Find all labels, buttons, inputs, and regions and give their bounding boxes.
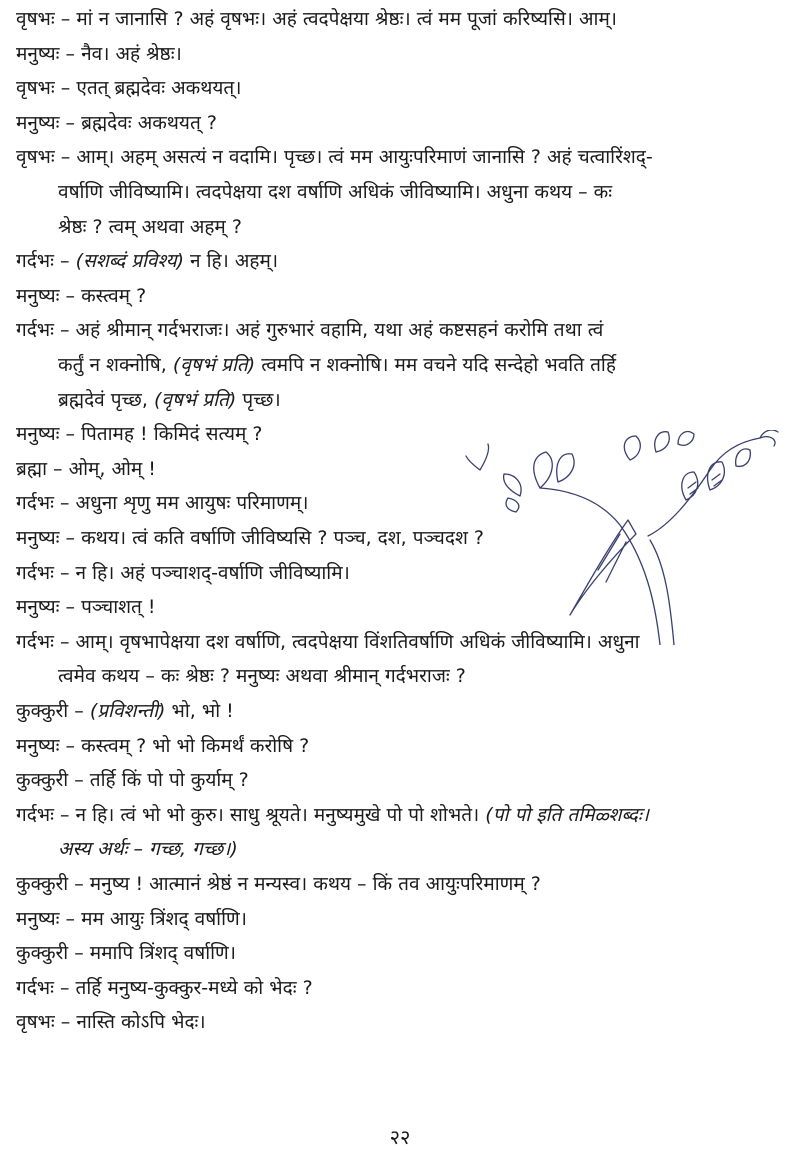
dialogue-line [16,765,249,795]
dialogue-line [16,731,309,761]
stage-direction: (प्रविशन्ती) [89,700,166,722]
dialogue-text: ब्रह्मदेवं पृच्छ, [58,388,154,411]
stage-direction: अस्य अर्थः – गच्छ, गच्छ।) [58,838,238,861]
dialogue-line [16,246,278,276]
dialogue-continuation-line [58,385,281,415]
dialogue-text: मनुष्यः – मम आयुः त्रिंशद् वर्षाणि। [16,907,247,930]
dialogue-text: वृषभः – आम्। अहम् असत्यं न वदामि। पृच्छ। त्वं मम आयुःपरिमाणं जानासि ? अहं चत्वारिंशद्- [16,146,653,169]
dialogue-line [16,4,617,34]
dialogue-text: त्वमेव कथय – कः श्रेष्ठः ? मनुष्यः अथवा श्रीमान् गर्दभराजः ? [58,665,466,688]
dialogue-text: कुक्कुरी – तर्हि किं पो पो कुर्याम् ? [16,769,249,792]
dialogue-continuation-line [58,212,242,242]
dialogue-line [16,73,241,103]
dialogue-line [16,315,603,345]
dialogue-text: पृच्छ। [236,388,281,411]
dialogue-text: गर्दभः – न हि। अहं पञ्चाशद्-वर्षाणि जीविष्यामि। [16,561,350,584]
dialogue-continuation-line [58,177,612,207]
dialogue-text: कुक्कुरी – [16,700,90,722]
dialogue-text: ब्रह्मा – ओम्, ओम् ! [16,457,156,480]
dialogue-text: वृषभः – नास्ति कोऽपि भेदः। [16,1011,206,1034]
dialogue-text: वृषभः – मां न जानासि ? अहं वृषभः। अहं त्वदपेक्षया श्रेष्ठः। त्वं मम पूजां करिष्यसि। आम्। [16,8,618,30]
dialogue-text: वर्षाणि जीविष्यामि। त्वदपेक्षया दश वर्षाणि अधिकं जीविष्यामि। अधुना कथय – कः [58,181,613,203]
dialogue-line [16,592,156,622]
dialogue-line [16,938,236,968]
dialogue-line [16,142,653,172]
dialogue-line [16,488,308,518]
dialogue-line [16,1007,206,1037]
dialogue-text: गर्दभः – तर्हि मनुष्य-कुक्कुर-मध्ये को भेदः ? [16,976,313,999]
dialogue-line [16,523,484,553]
dialogue-line [16,108,217,138]
dialogue-line [16,869,541,899]
dialogue-line [16,696,234,726]
dialogue-continuation-line [58,661,466,691]
dialogue-line [16,39,182,69]
dialogue-text: गर्दभः – अहं श्रीमान् गर्दभराजः। अहं गुरुभारं वहामि, यथा अहं कष्टसहनं करोमि तथा त्वं [16,319,604,342]
dialogue-text: मनुष्यः – ब्रह्मदेवः अकथयत् ? [16,111,217,134]
dialogue-text: गर्दभः – अधुना शृणु मम आयुषः परिमाणम्। [16,492,309,515]
dialogue-line [16,800,649,830]
dialogue-text: मनुष्यः – नैव। अहं श्रेष्ठः। [16,42,182,65]
dialogue-text: न हि। अहम्। [184,250,279,273]
dialogue-text: मनुष्यः – कस्त्वम् ? [16,284,147,307]
dialogue-text: वृषभः – एतत् ब्रह्मदेवः अकथयत्। [16,77,242,100]
dialogue-line [16,454,156,484]
dialogue-text: भो, भो ! [165,700,234,722]
dialogue-text: मनुष्यः – पितामह ! किमिदं सत्यम् ? [16,423,263,446]
dialogue-text: मनुष्यः – कस्त्वम् ? भो भो किमर्थं करोषि ? [16,734,310,757]
dialogue-text: गर्दभः – [16,250,76,273]
page-number: २२ [389,1125,411,1149]
stage-direction: (वृषभं प्रति) [153,388,237,411]
dialogue-continuation-line [58,350,616,380]
dialogue-text: गर्दभः – आम्। वृषभापेक्षया दश वर्षाणि, त्वदपेक्षया विंशतिवर्षाणि अधिकं जीविष्यामि। अधुना [16,630,640,653]
vine-sketch-icon [460,430,790,645]
dialogue-line [16,904,247,934]
dialogue-text: कुक्कुरी – ममापि त्रिंशद् वर्षाणि। [16,942,236,965]
dialogue-text: कुक्कुरी – मनुष्य ! आत्मानं श्रेष्ठं न मन्यस्व। कथय – किं तव आयुःपरिमाणम् ? [16,873,541,895]
stage-direction: (वृषभं प्रति) [172,354,256,376]
dialogue-continuation-line [58,834,238,864]
dialogue-text: त्वमपि न शक्नोषि। मम वचने यदि सन्देहो भवति तर्हि [255,354,616,376]
dialogue-text: मनुष्यः – पञ्चाशत् ! [16,596,156,619]
dialogue-line [16,419,263,449]
dialogue-text: गर्दभः – न हि। त्वं भो भो कुरु। साधु श्रूयते। मनुष्यमुखे पो पो शोभते। [16,803,486,826]
stage-direction: (पो पो इति तमिळ्शब्दः। [485,803,649,826]
dialogue-text: श्रेष्ठः ? त्वम् अथवा अहम् ? [58,215,242,238]
stage-direction: (सशब्दं प्रविश्य) [75,250,184,273]
dialogue-line [16,558,350,588]
dialogue-text: मनुष्यः – कथय। त्वं कति वर्षाणि जीविष्यसि ? पञ्च, दश, पञ्चदश ? [16,527,484,549]
dialogue-text: कर्तुं न शक्नोषि, [58,354,173,376]
dialogue-line [16,281,146,311]
dialogue-line [16,973,313,1003]
